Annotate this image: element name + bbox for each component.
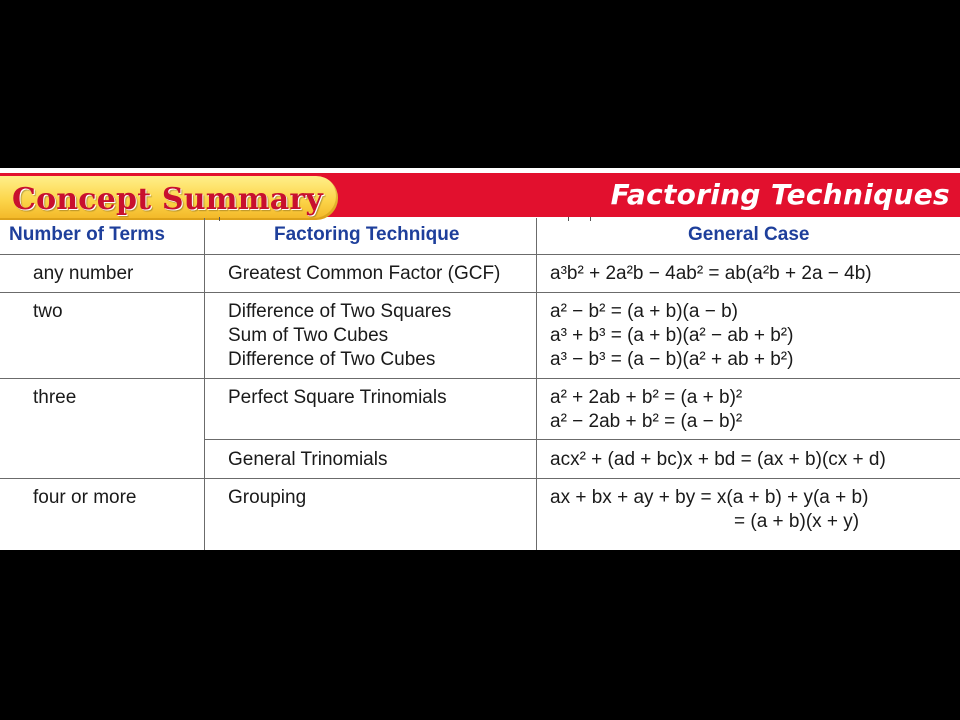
terms-three: three xyxy=(33,387,77,408)
case-difference-of-squares: a² − b² = (a + b)(a − b) xyxy=(550,301,738,322)
terms-any-number: any number xyxy=(33,263,134,284)
column-divider xyxy=(204,218,205,550)
factoring-table xyxy=(0,218,960,550)
technique-difference-of-two-squares: Difference of Two Squares xyxy=(228,301,452,322)
header-general-case: General Case xyxy=(688,224,810,245)
column-divider xyxy=(536,218,537,550)
case-gcf: a³b² + 2a²b − 4ab² = ab(a²b + 2a − 4b) xyxy=(550,263,872,284)
concept-summary-label: Concept Summary xyxy=(12,182,323,217)
row-divider xyxy=(204,439,960,440)
case-general-trinomial: acx² + (ad + bc)x + bd = (ax + b)(cx + d) xyxy=(550,449,886,470)
title-banner xyxy=(0,173,960,217)
technique-general-trinomials: General Trinomials xyxy=(228,449,388,470)
header-divider xyxy=(0,254,960,255)
case-grouping-step-1: ax + bx + ay + by = x(a + b) + y(a + b) xyxy=(550,487,869,508)
terms-four-or-more: four or more xyxy=(33,487,137,508)
row-divider xyxy=(0,378,960,379)
row-divider xyxy=(0,292,960,293)
technique-perfect-square-trinomials: Perfect Square Trinomials xyxy=(228,387,447,408)
technique-sum-of-two-cubes: Sum of Two Cubes xyxy=(228,325,389,346)
case-sum-of-cubes: a³ + b³ = (a + b)(a² − ab + b²) xyxy=(550,325,794,346)
concept-summary-tab xyxy=(0,176,338,220)
case-grouping-step-2: = (a + b)(x + y) xyxy=(734,511,860,532)
case-perfect-square-plus: a² + 2ab + b² = (a + b)² xyxy=(550,387,743,408)
header-factoring-technique: Factoring Technique xyxy=(274,224,460,245)
technique-difference-of-two-cubes: Difference of Two Cubes xyxy=(228,349,436,370)
topic-title: Factoring Techniques xyxy=(610,178,950,211)
case-perfect-square-minus: a² − 2ab + b² = (a − b)² xyxy=(550,411,743,432)
terms-two: two xyxy=(33,301,63,322)
technique-gcf: Greatest Common Factor (GCF) xyxy=(228,263,501,284)
technique-grouping: Grouping xyxy=(228,487,307,508)
header-number-of-terms: Number of Terms xyxy=(9,224,165,245)
case-difference-of-cubes: a³ − b³ = (a − b)(a² + ab + b²) xyxy=(550,349,794,370)
row-divider xyxy=(0,478,960,479)
concept-summary-slide xyxy=(0,168,960,550)
